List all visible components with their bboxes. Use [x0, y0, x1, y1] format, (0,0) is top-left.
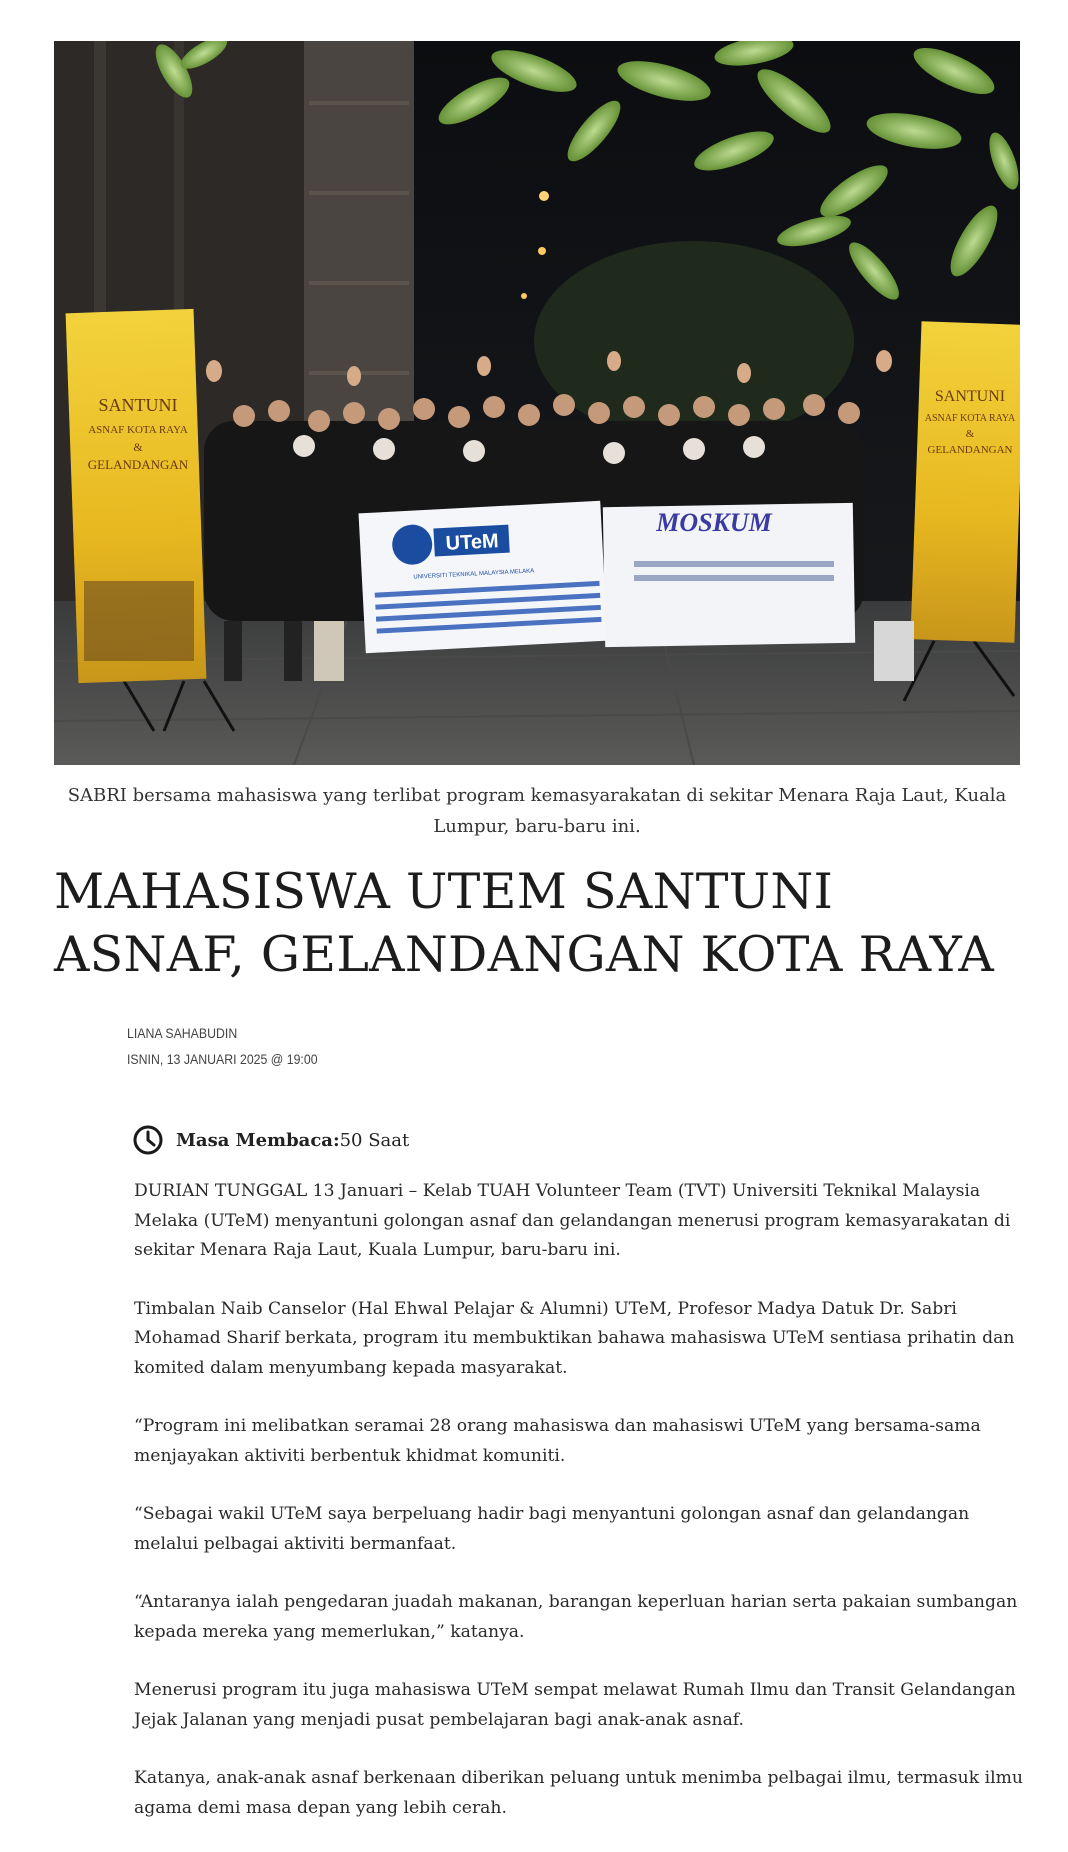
svg-text:GELANDANGAN: GELANDANGAN [87, 457, 189, 472]
reading-time-value: 50 Saat [339, 1129, 410, 1151]
article-headline: MAHASISWA UTEM SANTUNI ASNAF, GELANDANGAN KOTA RAYA [54, 863, 995, 983]
svg-text:&: & [965, 428, 975, 440]
clock-icon [132, 1124, 164, 1156]
photo-caption: SABRI bersama mahasiswa yang terlibat program kemasyarakatan di sekitar Menara Raja Laut, Kuala Lumpur, baru-baru ini. [67, 785, 1007, 837]
article-meta [127, 1020, 318, 1072]
reading-time [132, 1124, 409, 1156]
body-paragraph: Katanya, anak-anak asnaf berkenaan diberikan peluang untuk menimba pelbagai ilmu, termasuk ilmu agama demi masa depan yang lebih cerah. [134, 1768, 1023, 1818]
body-paragraph: “Antaranya ialah pengedaran juadah makanan, barangan keperluan harian serta pakaian sumbangan kepada mereka yang memerlukan,” katanya. [134, 1592, 1018, 1642]
body-paragraph: Menerusi program itu juga mahasiswa UTeM sempat melawat Rumah Ilmu dan Transit Gelandangan Jejak Jalanan yang menjadi pusat pembelajaran bagi anak-anak asnaf. [134, 1680, 1016, 1730]
banner-left-title: SANTUNI [98, 395, 178, 415]
svg-text:ASNAF KOTA RAYA: ASNAF KOTA RAYA [88, 424, 188, 436]
author-name[interactable]: LIANA SAHABUDIN [127, 1025, 238, 1041]
body-paragraph: “Sebagai wakil UTeM saya berpeluang hadir bagi menyantuni golongan asnaf dan gelandangan melalui pelbagai aktiviti bermanfaat. [134, 1504, 970, 1554]
body-paragraph: DURIAN TUNGGAL 13 Januari – Kelab TUAH Volunteer Team (TVT) Universiti Teknikal Malaysia Melaka (UTeM) menyantuni golongan asnaf dan gelandangan menerusi program kemasyarakatan di sekitar Menara Raja Laut, Kuala Lumpur, baru-baru ini. [134, 1181, 1011, 1260]
banner-right-title: SANTUNI [934, 388, 1006, 405]
publish-date: ISNIN, 13 JANUARI 2025 @ 19:00 [127, 1051, 318, 1067]
body-paragraph: “Program ini melibatkan seramai 28 orang mahasiswa dan mahasiswi UTeM yang bersama-sama menjayakan aktiviti berbentuk khidmat komuniti. [134, 1416, 981, 1466]
hero-photo [54, 41, 1020, 765]
reading-time-label: Masa Membaca: [176, 1129, 340, 1151]
svg-text:ASNAF KOTA RAYA: ASNAF KOTA RAYA [924, 413, 1016, 424]
utem-logo-text: UTeM [445, 530, 500, 555]
svg-text:UNIVERSITI TEKNIKAL MALAYSIA M: UNIVERSITI TEKNIKAL MALAYSIA MELAKA [413, 568, 535, 581]
moskum-logo-text: MOSKUM [656, 508, 772, 537]
article-body [134, 1177, 1024, 1852]
body-paragraph: Timbalan Naib Canselor (Hal Ehwal Pelajar & Alumni) UTeM, Profesor Madya Datuk Dr. Sabri Mohamad Sharif berkata, program itu membuktikan bahawa mahasiswa UTeM sentiasa prihatin dan komited dalam menyumbang kepada masyarakat. [134, 1298, 1015, 1378]
svg-text:GELANDANGAN: GELANDANGAN [927, 444, 1013, 456]
svg-text:&: & [133, 440, 143, 454]
